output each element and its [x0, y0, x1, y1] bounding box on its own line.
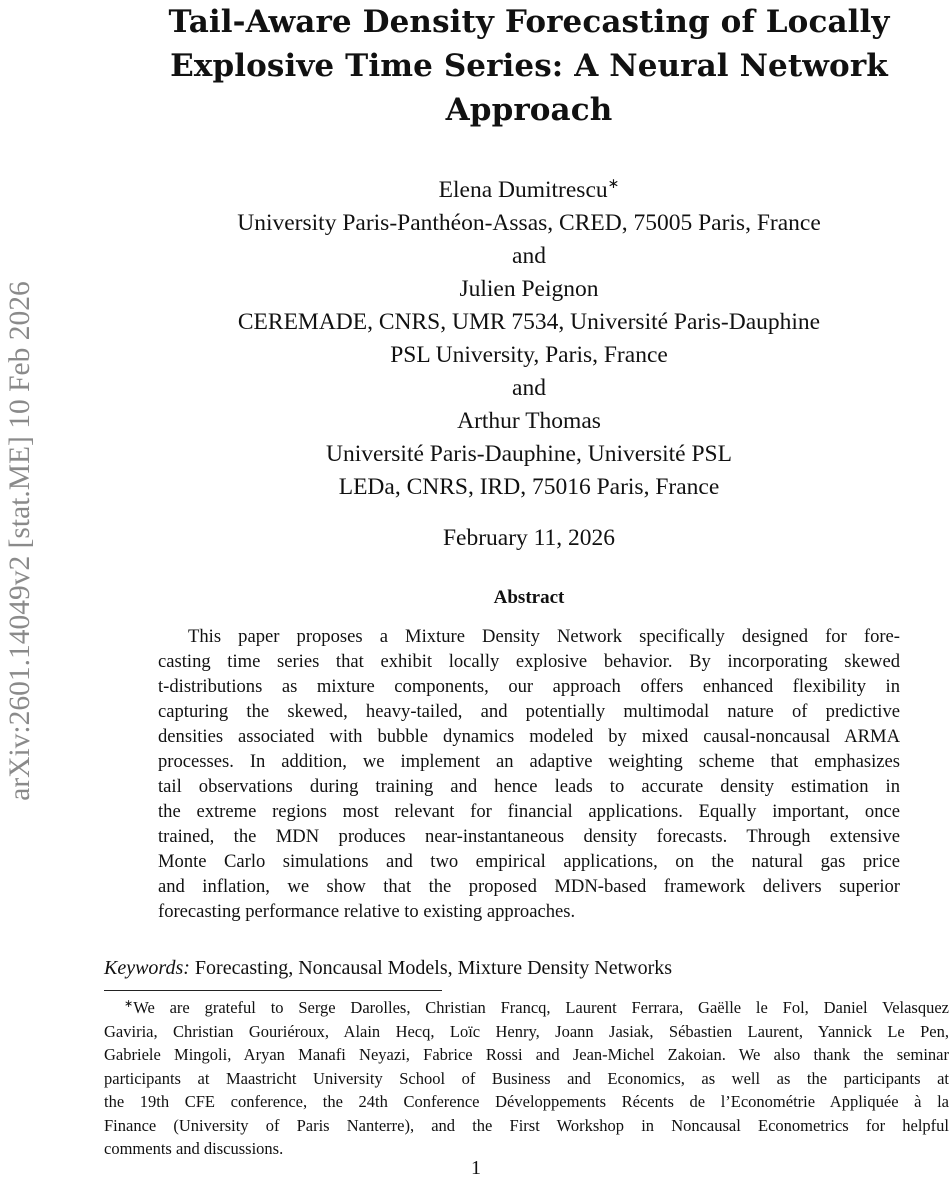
- paper-title: [110, 0, 948, 132]
- author-line: [110, 168, 948, 207]
- page-number: 1: [471, 1157, 481, 1179]
- abstract-line: Monte Carlo simulations and two empirical applications, on the natural gas price: [158, 851, 900, 872]
- footnote-line: Gabriele Mingoli, Aryan Manafi Neyazi, Fabrice Rossi and Jean-Michel Zakoian. We also thank the seminar: [104, 1045, 949, 1064]
- abstract-line: tail observations during training and hence leads to accurate density estimation in: [158, 776, 900, 797]
- footnote-line: comments and discussions.: [104, 1139, 284, 1158]
- keywords-label: Keywords:: [104, 957, 190, 979]
- author-affiliation: University Paris-Panthéon-Assas, CRED, 75005 Paris, France: [237, 210, 821, 236]
- footnote-line: participants at Maastricht University School of Business and Economics, as well as the participants at: [104, 1068, 949, 1088]
- abstract-line: the extreme regions most relevant for financial applications. Equally important, once: [158, 801, 900, 822]
- author-separator: and: [512, 243, 546, 269]
- abstract-line: casting time series that exhibit locally explosive behavior. By incorporating skewed: [158, 651, 900, 672]
- abstract-line: processes. In addition, we implement an adaptive weighting scheme that emphasizes: [158, 751, 900, 772]
- author-separator: and: [512, 375, 546, 401]
- keywords-line: [104, 954, 904, 982]
- abstract-heading: Abstract: [493, 587, 565, 608]
- footnote-line: [104, 993, 949, 1020]
- abstract-line: and inflation, we show that the proposed MDN-based framework delivers superior: [158, 876, 900, 897]
- author-affiliation: Université Paris-Dauphine, Université PSL: [326, 441, 732, 467]
- author-affiliation: LEDa, CNRS, IRD, 75016 Paris, France: [338, 474, 720, 500]
- footnote-line: the 19th CFE conference, the 24th Conference Développements Récents de l’Econométrie Appliquée à la: [104, 1092, 949, 1111]
- arxiv-identifier-stamp: [0, 206, 40, 876]
- author-name: Julien Peignon: [459, 276, 599, 302]
- author-block: [110, 168, 948, 504]
- footnote-divider: [104, 990, 442, 991]
- author-name: Elena Dumitrescu: [438, 177, 608, 203]
- keywords-text: Forecasting, Noncausal Models, Mixture Density Networks: [189, 957, 673, 979]
- abstract-line: forecasting performance relative to existing approaches.: [158, 901, 576, 922]
- paper-date: February 11, 2026: [442, 525, 616, 551]
- abstract-line: capturing the skewed, heavy-tailed, and potentially multimodal nature of predictive: [158, 701, 900, 722]
- footnote-mark: ∗: [607, 177, 620, 192]
- abstract-body: [158, 624, 900, 924]
- title-line: Explosive Time Series: A Neural Network: [170, 48, 888, 84]
- abstract-line: This paper proposes a Mixture Density Network specifically designed for fore-: [188, 626, 900, 647]
- author-affiliation: CEREMADE, CNRS, UMR 7534, Université Paris-Dauphine: [237, 309, 821, 335]
- abstract-line: densities associated with bubble dynamics modeled by mixed causal-noncausal ARMA: [158, 726, 900, 747]
- arxiv-identifier-text: arXiv:2601.14049v2 [stat.ME] 10 Feb 2026: [4, 281, 36, 801]
- title-line: Tail-Aware Density Forecasting of Locally: [168, 4, 890, 40]
- footnote-line: Gaviria, Christian Gouriéroux, Alain Hecq, Loïc Henry, Joann Jasiak, Sébastien Laurent, Yannick Le Pen,: [104, 1021, 949, 1041]
- author-affiliation: PSL University, Paris, France: [390, 342, 668, 368]
- footnote-text: We are grateful to Serge Darolles, Christian Francq, Laurent Ferrara, Gaëlle le Fol, Daniel Velasquez: [133, 998, 949, 1017]
- footnote-mark: ∗: [124, 998, 134, 1010]
- abstract-line: trained, the MDN produces near-instantaneous density forecasts. Through extensive: [158, 826, 900, 847]
- acknowledgement-footnote: [104, 993, 949, 1161]
- abstract-line: t-distributions as mixture components, our approach offers enhanced flexibility in: [158, 676, 900, 697]
- footnote-line: Finance (University of Paris Nanterre), and the First Workshop in Noncausal Econometrics for helpful: [104, 1115, 949, 1135]
- title-line: Approach: [445, 92, 613, 128]
- author-name: Arthur Thomas: [457, 408, 601, 434]
